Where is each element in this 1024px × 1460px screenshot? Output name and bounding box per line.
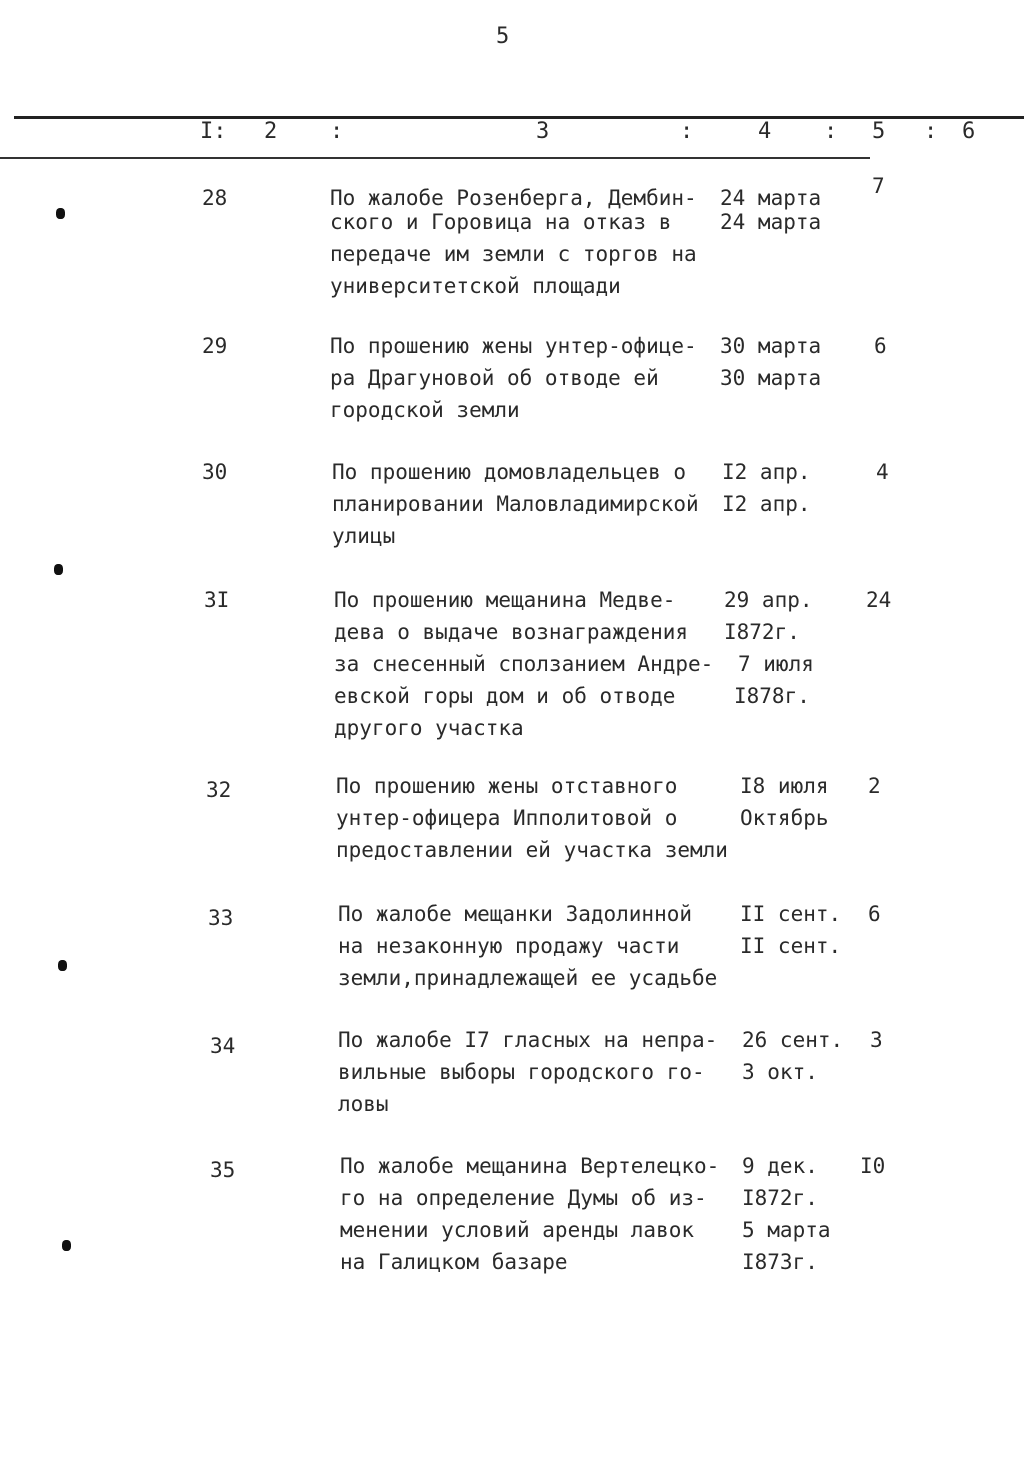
column-header-6: 6 <box>962 119 976 144</box>
entry-sheets: 3 <box>870 1028 883 1052</box>
entry-dates: 9 дек. I872г. 5 марта I873г. <box>742 1154 831 1274</box>
entry-number: 29 <box>202 334 228 358</box>
entry-dates: 30 марта 30 марта <box>720 334 822 390</box>
entry-number: 30 <box>202 460 228 484</box>
entry-title: По жалобе Розенберга, Дембин- ского и Горовица на отказ в передаче им земли с торгов на университетской площади <box>330 186 697 298</box>
scan-speck <box>58 960 67 971</box>
entry-number: 34 <box>210 1034 236 1058</box>
entry-title: По прошению домовладельцев о планировании Маловладимирской улицы <box>332 460 699 548</box>
entry-dates: II сент. II сент. <box>740 902 842 958</box>
column-header-4: 4 <box>758 119 772 144</box>
entry-number: 3I <box>204 588 230 612</box>
entry-sheets: 24 <box>866 588 892 612</box>
entry-sheets: 7 <box>872 174 885 198</box>
column-header-3: 3 <box>536 119 550 144</box>
entry-sheets: 6 <box>874 334 887 358</box>
entry-sheets: 2 <box>868 774 881 798</box>
entry-number: 35 <box>210 1158 236 1182</box>
entry-title: По прошению жены отставного унтер-офицера Ипполитовой о предоставлении ей участка земли <box>336 774 728 862</box>
column-header-1: I: <box>200 119 227 144</box>
scan-speck <box>62 1240 71 1251</box>
entry-sheets: 4 <box>876 460 889 484</box>
column-separator: : <box>924 119 938 144</box>
scan-speck <box>54 564 63 575</box>
entry-dates: 26 сент. 3 окт. <box>742 1028 844 1084</box>
entry-dates: 24 марта 24 марта <box>720 186 822 234</box>
entry-number: 28 <box>202 186 228 210</box>
column-header-5: 5 <box>872 119 886 144</box>
entry-title: По прошению жены унтер-офице- ра Драгуновой об отводе ей городской земли <box>330 334 697 422</box>
page-number: 5 <box>496 24 510 49</box>
entry-sheets: I0 <box>860 1154 886 1178</box>
entry-dates: I2 апр. I2 апр. <box>722 460 811 516</box>
entry-dates: I8 июля Октябрь <box>740 774 829 830</box>
column-separator: : <box>824 119 838 144</box>
scan-speck <box>56 208 65 219</box>
column-separator: : <box>680 119 694 144</box>
column-separator: : <box>330 119 344 144</box>
entry-number: 32 <box>206 778 232 802</box>
entry-number: 33 <box>208 906 234 930</box>
entry-title: По жалобе I7 гласных на непра- вильные выборы городского го- ловы <box>338 1028 718 1116</box>
entry-dates: 29 апр. I872г. 7 июля I878г. <box>724 588 814 708</box>
entry-title: По жалобе мещанина Вертелецко- го на определение Думы об из- менении условий аренды лавок на Галицком базаре <box>340 1154 720 1274</box>
column-header-2: 2 <box>264 119 278 144</box>
header-rule-bottom <box>0 157 870 159</box>
entry-sheets: 6 <box>868 902 881 926</box>
entry-title: По прошению мещанина Медве- дева о выдаче вознаграждения за снесенный сползанием Андре- евской горы дом и об отводе другого участка <box>334 588 714 740</box>
entry-title: По жалобе мещанки Задолинной на незаконную продажу части земли,принадлежащей ее усадьбе <box>338 902 718 990</box>
